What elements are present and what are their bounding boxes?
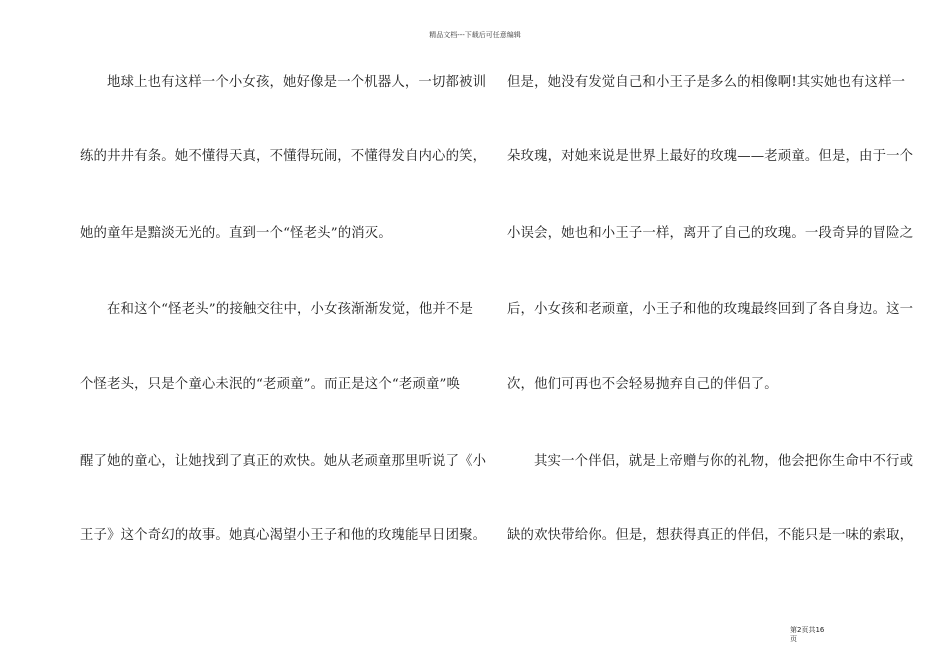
paragraph-line: 练的井井有条。她不懂得天真，不懂得玩闹，不懂得发自内心的笑， bbox=[80, 149, 487, 164]
paragraph-line: 缺的欢快带给你。但是，想获得真正的伴侣，不能只是一味的索取， bbox=[507, 528, 914, 543]
paragraph-line: 地球上也有这样一个小女孩，她好像是一个机器人，一切都被训 bbox=[107, 75, 487, 90]
page-number-line1: 第2页共16 bbox=[790, 626, 825, 634]
paragraph-line: 她的童年是黯淡无光的。直到一个“怪老头”的消灭。 bbox=[80, 226, 392, 241]
paragraph-line: 王子》这个奇幻的故事。她真心渴望小王子和他的玫瑰能早日团聚。 bbox=[80, 528, 487, 543]
paragraph-line: 但是，她没有发觉自己和小王子是多么的相像啊!其实她也有这样一 bbox=[507, 75, 906, 90]
page-number-line2: 页 bbox=[790, 635, 797, 643]
paragraph-line: 后，小女孩和老顽童，小王子和他的玫瑰最终回到了各自身边。这一 bbox=[507, 302, 914, 317]
paragraph-line: 朵玫瑰，对她来说是世界上最好的玫瑰——老顽童。但是，由于一个 bbox=[507, 149, 914, 164]
page-number bbox=[790, 626, 824, 644]
paragraph-line: 其实一个伴侣，就是上帝赠与你的礼物，他会把你生命中不行或 bbox=[534, 454, 914, 469]
paragraph-line: 醒了她的童心，让她找到了真正的欢快。她从老顽童那里听说了《小 bbox=[80, 454, 487, 469]
paragraph-line: 小误会，她也和小王子一样，离开了自己的玫瑰。一段奇异的冒险之 bbox=[507, 226, 914, 241]
page-header: 精品文档---下载后可任意编辑 bbox=[429, 31, 521, 39]
paragraph-line: 个怪老头，只是个童心未泯的“老顽童”。而正是这个“老顽童”唤 bbox=[80, 377, 461, 392]
paragraph-line: 在和这个“怪老头”的接触交往中，小女孩渐渐发觉，他并不是 bbox=[107, 302, 474, 317]
paragraph-line: 次，他们可再也不会轻易抛弃自己的伴侣了。 bbox=[507, 377, 778, 392]
